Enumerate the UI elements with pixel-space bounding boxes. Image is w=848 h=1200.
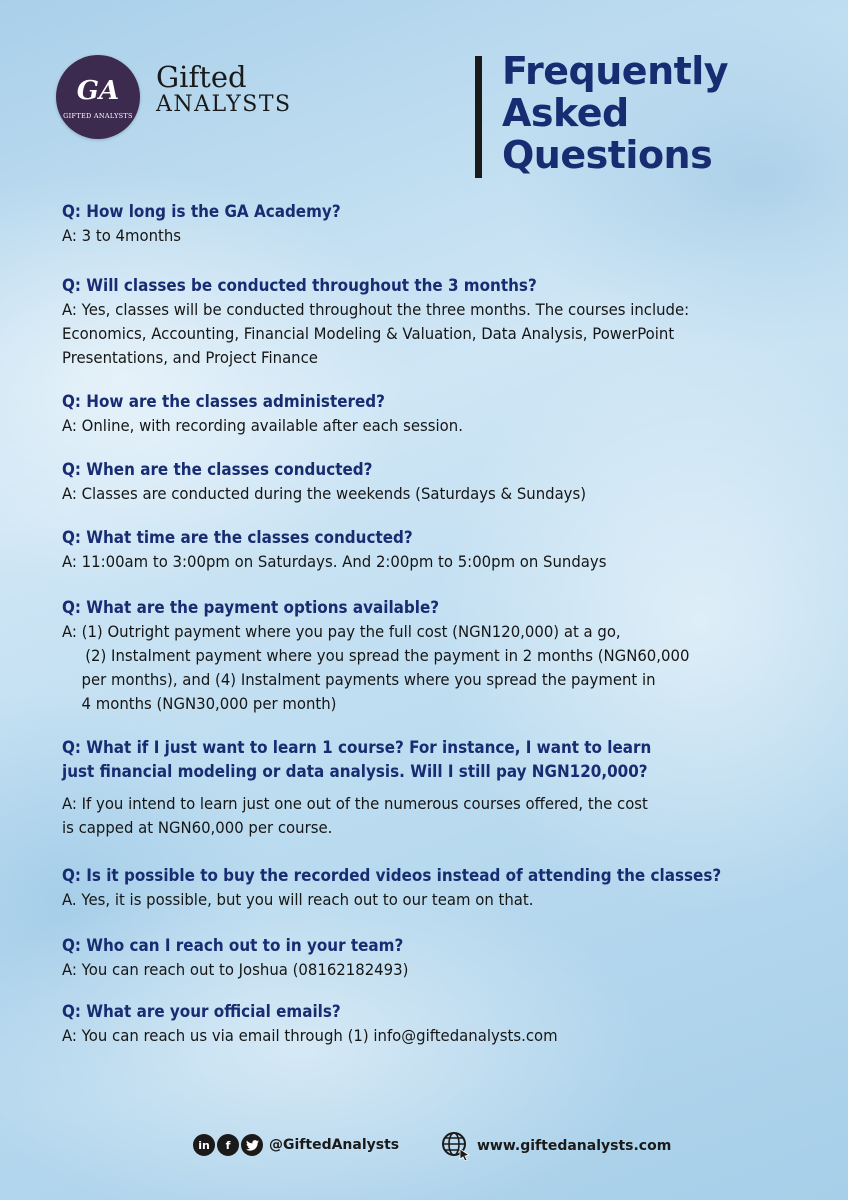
title-accent-bar	[475, 56, 482, 178]
faq-question: just financial modeling or data analysis. Will I still pay NGN120,000?	[62, 762, 648, 781]
page-title	[502, 50, 728, 176]
faq-item	[62, 274, 802, 370]
faq-question: Q: When are the classes conducted?	[62, 460, 373, 479]
brand-name	[156, 62, 292, 118]
faq-item	[62, 458, 802, 506]
page-title-line1: Frequently	[502, 49, 729, 93]
faq-answer: A: You can reach us via email through (1) info@giftedanalysts.com	[62, 1026, 558, 1045]
faq-question: Q: What are your official emails?	[62, 1002, 341, 1021]
logo	[56, 55, 140, 139]
faq-answer: A: (1) Outright payment where you pay the full cost (NGN120,000) at a go,	[62, 622, 621, 641]
website-footer	[441, 1131, 671, 1161]
facebook-icon[interactable]: f	[217, 1134, 239, 1156]
faq-answer: A. Yes, it is possible, but you will reach out to our team on that.	[62, 890, 534, 909]
faq-item	[62, 736, 802, 840]
faq-answer: Economics, Accounting, Financial Modeling & Valuation, Data Analysis, PowerPoint	[62, 324, 675, 343]
faq-list	[62, 200, 802, 1048]
brand-name-line2: ANALYSTS	[156, 92, 292, 117]
faq-item	[62, 934, 802, 982]
twitter-icon[interactable]	[241, 1134, 263, 1156]
faq-question: Q: Will classes be conducted throughout the 3 months?	[62, 276, 537, 295]
page-title-line3: Questions	[502, 133, 713, 177]
faq-item	[62, 526, 802, 574]
faq-question: Q: Is it possible to buy the recorded videos instead of attending the classes?	[62, 866, 722, 885]
faq-answer: is capped at NGN60,000 per course.	[62, 818, 333, 837]
brand-name-line1: Gifted	[156, 60, 247, 94]
globe-icon	[441, 1131, 471, 1161]
linkedin-icon[interactable]: in	[193, 1134, 215, 1156]
faq-answer: A: Online, with recording available after each session.	[62, 416, 463, 435]
page-title-line2: Asked	[502, 91, 629, 135]
faq-item	[62, 200, 802, 248]
faq-question: Q: What if I just want to learn 1 course? For instance, I want to learn	[62, 738, 652, 757]
faq-question: Q: What time are the classes conducted?	[62, 528, 413, 547]
website-link[interactable]: www.giftedanalysts.com	[477, 1138, 672, 1154]
faq-answer: 4 months (NGN30,000 per month)	[81, 694, 337, 713]
faq-question: Q: What are the payment options available?	[62, 598, 440, 617]
faq-item	[62, 390, 802, 438]
faq-item	[62, 1000, 802, 1048]
faq-item	[62, 596, 802, 716]
logo-mark: GA	[76, 76, 120, 106]
faq-answer: A: You can reach out to Joshua (08162182493)	[62, 960, 409, 979]
faq-answer: per months), and (4) Instalment payments where you spread the payment in	[81, 670, 656, 689]
faq-question: Q: How are the classes administered?	[62, 392, 385, 411]
faq-answer: A: 11:00am to 3:00pm on Saturdays. And 2:00pm to 5:00pm on Sundays	[62, 552, 607, 571]
social-footer	[193, 1134, 399, 1156]
faq-answer: (2) Instalment payment where you spread the payment in 2 months (NGN60,000	[85, 646, 690, 665]
faq-question: Q: How long is the GA Academy?	[62, 202, 341, 221]
faq-answer: Presentations, and Project Finance	[62, 348, 318, 367]
faq-item	[62, 864, 802, 912]
faq-answer: A: If you intend to learn just one out of the numerous courses offered, the cost	[62, 794, 648, 813]
faq-answer: A: Classes are conducted during the weekends (Saturdays & Sundays)	[62, 484, 587, 503]
social-handle[interactable]: @GiftedAnalysts	[269, 1137, 400, 1153]
faq-question: Q: Who can I reach out to in your team?	[62, 936, 404, 955]
faq-answer: A: Yes, classes will be conducted throughout the three months. The courses include:	[62, 300, 690, 319]
logo-subtext: GIFTED ANALYSTS	[63, 112, 133, 120]
faq-answer: A: 3 to 4months	[62, 226, 182, 245]
